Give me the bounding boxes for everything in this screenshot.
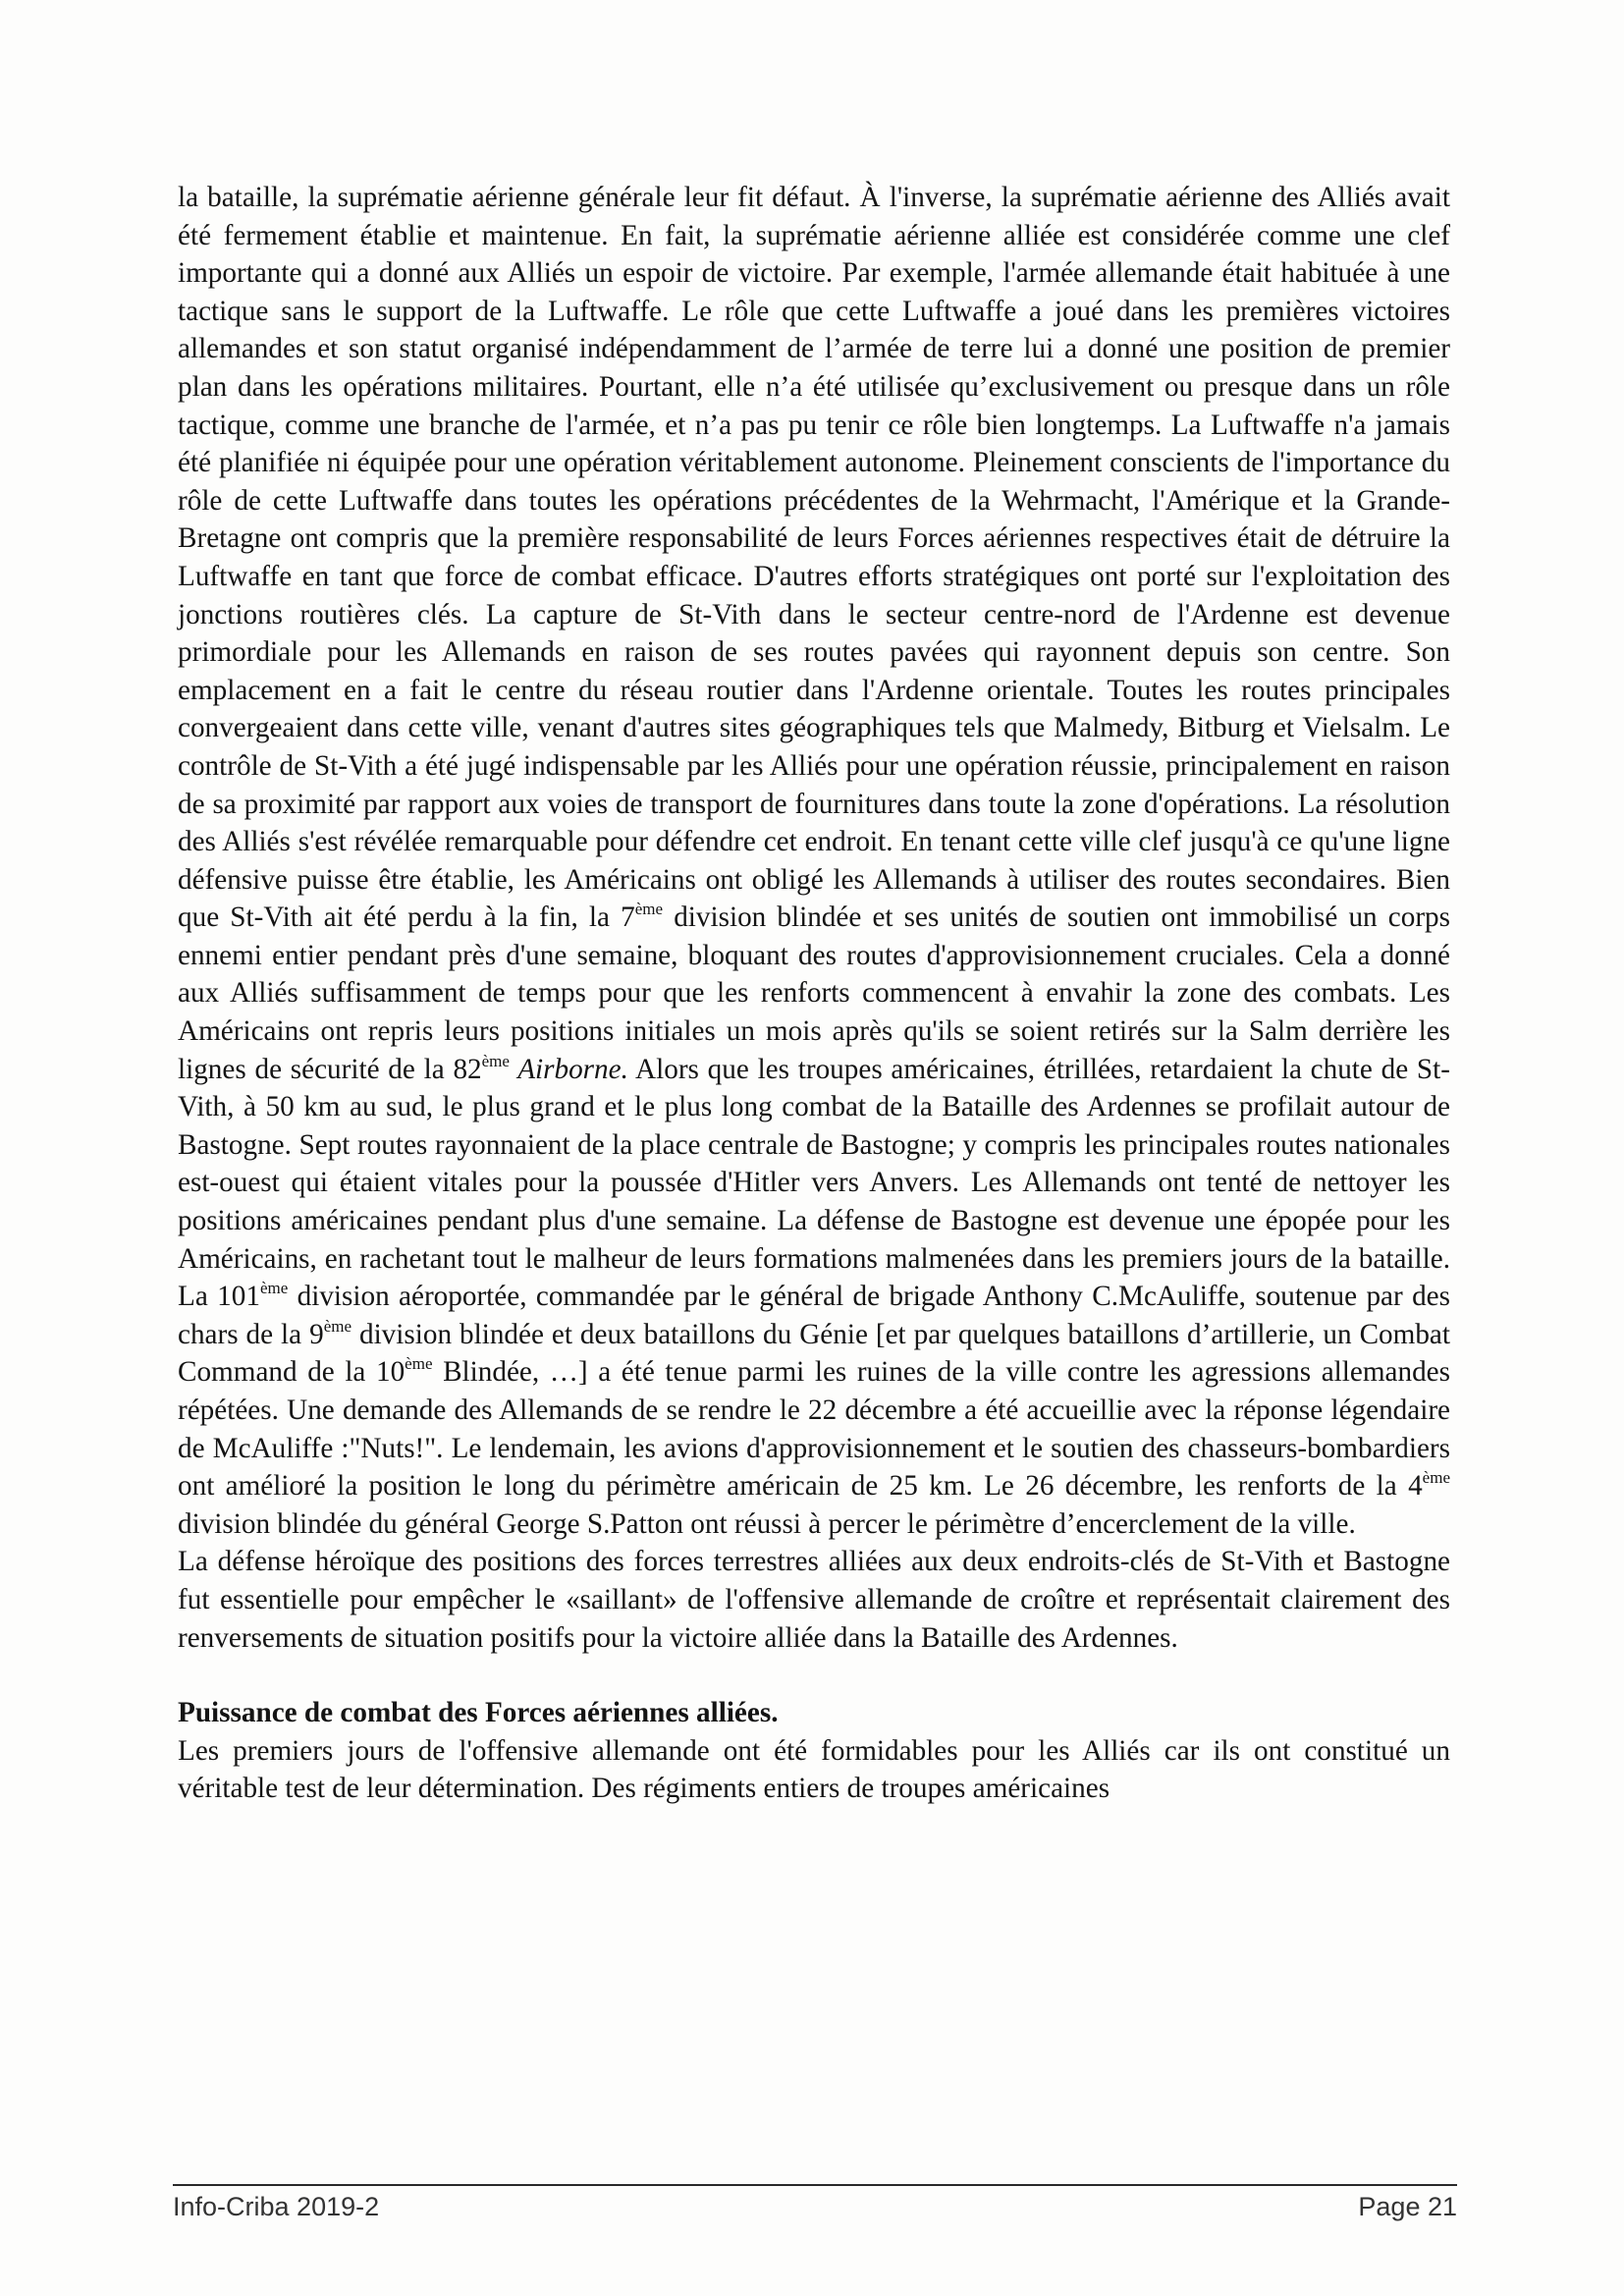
article-body: [178, 179, 1450, 1808]
footer-publication: Info-Criba 2019-2: [173, 2192, 380, 2221]
footer-page-number: Page 21: [1358, 2192, 1457, 2221]
section-heading: Puissance de combat des Forces aériennes alliées.: [178, 1697, 779, 1729]
text-segment: la bataille, la suprématie aérienne générale leur fit défaut. À l'inverse, la suprématie aérienne des Alliés avait été fermement établie et maintenue. En fait, la suprématie aérienne alliée est considérée comme une clef importante qui a donné aux Alliés un espoir de victoire. Par exemple, l'armée allemande était habituée à une tactique sans le support de la Luftwaffe. Le rôle que cette Luftwaffe a joué dans les premières victoires allemandes et son statut organisé indépendamment de l’armée de terre lui a donné une position de premier plan dans les opérations militaires. Pourtant, elle n’a été utilisée qu’exclusivement ou presque dans un rôle tactique, comme une branche de l'armée, et n’a pas pu tenir ce rôle bien longtemps. La Luftwaffe n'a jamais été planifiée ni équipée pour une opération véritablement autonome. Pleinement conscients de l'importance du rôle de cette Luftwaffe dans toutes les opérations précédentes de la Wehrmacht, l'Amérique et la Grande-Bretagne ont compris que la première responsabilité de leurs Forces aériennes respectives était de détruire la Luftwaffe en tant que force de combat efficace. D'autres efforts stratégiques ont porté sur l'exploitation des jonctions routières clés. La capture de St-Vith dans le secteur centre-nord de l'Ardenne est devenue primordiale pour les Allemands en raison de ses routes pavées qui rayonnent depuis son centre. Son emplacement en a fait le centre du réseau routier dans l'Ardenne orientale. Toutes les routes principales convergeaient dans cette ville, venant d'autres sites géographiques tels que Malmedy, Bitburg et Vielsalm. Le contrôle de St-Vith a été jugé indispensable par les Alliés pour une opération réussie, principalement en raison de sa proximité par rapport aux voies de transport de fournitures dans toute la zone d'opérations. La résolution des Alliés s'est révélée remarquable pour défendre cet endroit. En tenant cette ville clef jusqu'à ce qu'une ligne défensive puisse être établie, les Américains ont obligé les Allemands à utiliser des routes secondaires. Bien que St-Vith ait été perdu à la fin, la 7: [178, 182, 1450, 934]
paragraph-air-forces: Les premiers jours de l'offensive allemande ont été formidables pour les Alliés car ils ont constitué un véritable test de leur détermination. Des régiments entiers de troupes américaines: [178, 1734, 1450, 1805]
superscript: ème: [634, 900, 664, 919]
text-segment: Alors que les troupes américaines, étrillées, retardaient la chute de St-Vith, à 50 km au sud, le plus grand et le plus long combat de la Bataille des Ardennes se profilait autour de Bastogne. Sept routes rayonnaient de la place centrale de Bastogne; y compris les principales routes nationales est-ouest qui étaient vitales pour la poussée d'Hitler vers Anvers. Les Allemands ont tenté de nettoyer les positions américaines pendant plus d'une semaine. La défense de Bastogne est devenue une épopée pour les Américains, en rachetant tout le malheur de leurs formations malmenées dans les premiers jours de la bataille. La 101: [178, 1053, 1450, 1313]
superscript: ème: [481, 1051, 510, 1070]
superscript: ème: [323, 1316, 352, 1336]
paragraph-conclusion: La défense héroïque des positions des forces terrestres alliées aux deux endroits-clés de St-Vith et Bastogne fut essentielle pour empêcher le «saillant» de l'offensive allemande de croître et représentait clairement des renversements de situation positifs pour la victoire alliée dans la Bataille des Ardennes.: [178, 1546, 1450, 1654]
text-segment: division blindée du général George S.Patton ont réussi à percer le périmètre d’encerclement de la ville.: [178, 1507, 1356, 1540]
superscript: ème: [1422, 1468, 1450, 1488]
paragraph-st-vith-bastogne: [178, 179, 1450, 1543]
text-segment: division blindée et deux bataillons du Génie [et par quelques bataillons d’artillerie, un Combat Command de la 10: [178, 1318, 1450, 1389]
text-segment: division aéroportée, commandée par le général de brigade Anthony C.McAuliffe, soutenue par des chars de la 9: [178, 1281, 1450, 1350]
superscript: ème: [405, 1354, 433, 1374]
italic-airborne: Airborne.: [509, 1053, 628, 1085]
text-segment: Blindée, …] a été tenue parmi les ruines de la ville contre les agressions allemandes répétées. Une demande des Allemands de se rendre le 22 décembre a été accueillie avec la réponse légendaire de McAuliffe :"Nuts!". Le lendemain, les avions d'approvisionnement et le soutien des chasseurs-bombardiers ont amélioré la position le long du périmètre américain de 25 km. Le 26 décembre, les renforts de la 4: [178, 1356, 1450, 1503]
footer-divider: [173, 2184, 1457, 2186]
superscript: ème: [259, 1279, 289, 1298]
text-segment: division blindée et ses unités de soutien ont immobilisé un corps ennemi entier pendant près d'une semaine, bloquant des routes d'approvisionnement cruciales. Cela a donné aux Alliés suffisamment de temps pour que les renforts commencent à envahir la zone des combats. Les Américains ont repris leurs positions initiales un mois après qu'ils se soient retirés sur la Salm derrière les lignes de sécurité de la 82: [178, 902, 1450, 1085]
